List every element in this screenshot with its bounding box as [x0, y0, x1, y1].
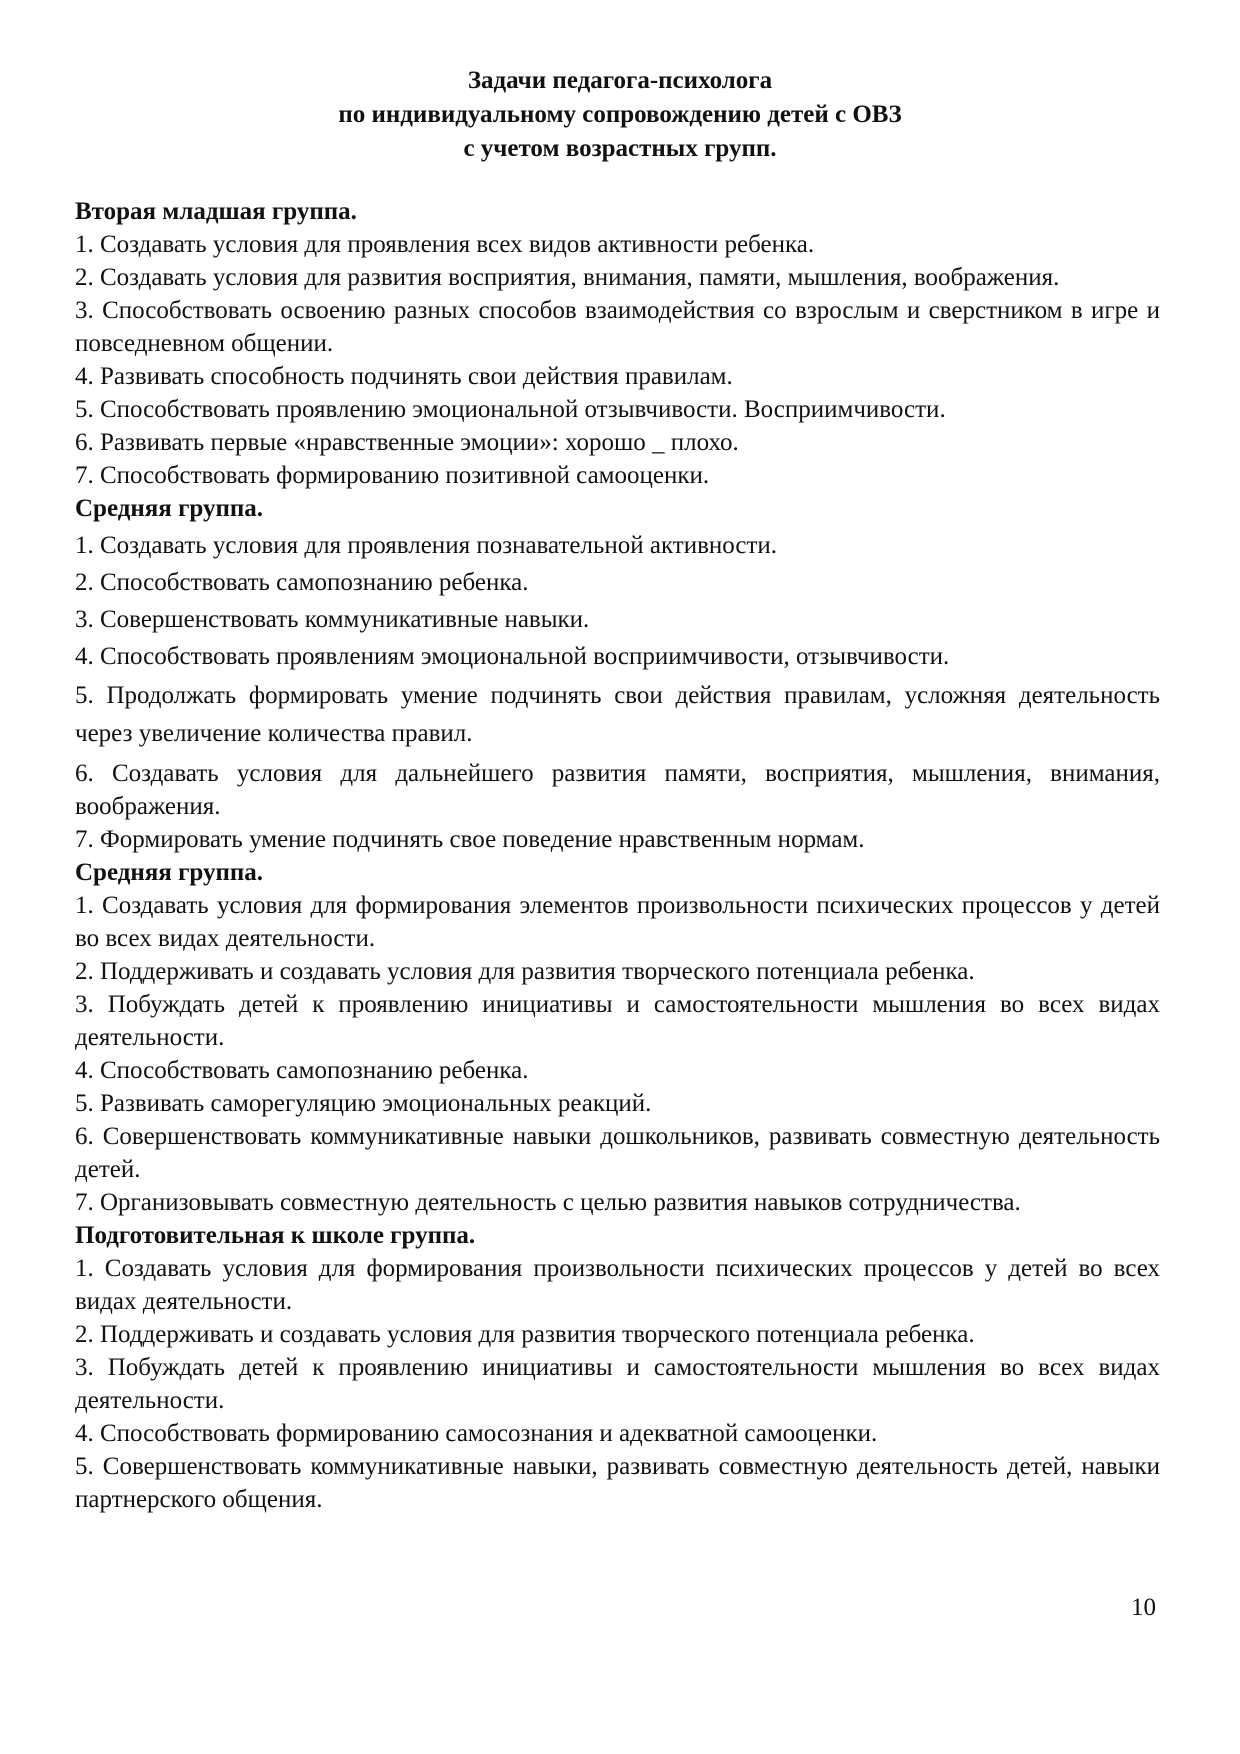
list-item: 3. Побуждать детей к проявлению инициативы и самостоятельности мышления во всех видах деятельности. — [75, 991, 1160, 1051]
title-line-3: с учетом возрастных групп. — [463, 135, 777, 162]
list-item: 5. Развивать саморегуляцию эмоциональных реакций. — [75, 1090, 652, 1117]
section-heading-preparatory: Подготовительная к школе группа. — [75, 1222, 476, 1249]
list-item: 5. Совершенствовать коммуникативные навыки, развивать совместную деятельность детей, навыки партнерского общения. — [75, 1453, 1160, 1513]
list-item: 3. Совершенствовать коммуникативные навыки. — [75, 606, 590, 633]
list-item: 5. Продолжать формировать умение подчинять свои действия правилам, усложняя деятельность через увеличение количества правил. — [75, 682, 1160, 747]
list-item: 5. Способствовать проявлению эмоциональной отзывчивости. Восприимчивости. — [75, 396, 946, 423]
page-title — [0, 64, 1240, 166]
list-item: 2. Поддерживать и создавать условия для развития творческого потенциала ребенка. — [75, 1321, 975, 1348]
list-item: 3. Побуждать детей к проявлению инициативы и самостоятельности мышления во всех видах деятельности. — [75, 1354, 1160, 1414]
list-item: 6. Совершенствовать коммуникативные навыки дошкольников, развивать совместную деятельность детей. — [75, 1123, 1160, 1183]
section-heading-middle: Средняя группа. — [75, 495, 264, 522]
list-item: 3. Способствовать освоению разных способов взаимодействия со взрослым и сверстником в игре и повседневном общении. — [75, 297, 1160, 357]
list-item: 1. Создавать условия для проявления познавательной активности. — [75, 532, 778, 559]
list-item: 4. Способствовать самопознанию ребенка. — [75, 1057, 529, 1084]
list-item: 2. Создавать условия для развития восприятия, внимания, памяти, мышления, воображения. — [75, 264, 1060, 291]
list-item: 6. Создавать условия для дальнейшего развития памяти, восприятия, мышления, внимания, воображения. — [75, 760, 1160, 820]
list-item: 4. Развивать способность подчинять свои действия правилам. — [75, 363, 733, 390]
section-heading-junior: Вторая младшая группа. — [75, 198, 357, 225]
list-item: 1. Создавать условия для проявления всех видов активности ребенка. — [75, 231, 815, 258]
list-item: 4. Способствовать формированию самосознания и адекватной самооценки. — [75, 1420, 878, 1447]
list-item: 6. Развивать первые «нравственные эмоции»: хорошо _ плохо. — [75, 429, 739, 456]
title-line-2: по индивидуальному сопровождению детей с ОВЗ — [338, 101, 902, 128]
list-item: 1. Создавать условия для формирования элементов произвольности психических процессов у детей во всех видах деятельности. — [75, 892, 1160, 952]
list-item: 7. Организовывать совместную деятельность с целью развития навыков сотрудничества. — [75, 1189, 1021, 1216]
section-heading-middle-2: Средняя группа. — [75, 859, 264, 886]
list-item: 2. Способствовать самопознанию ребенка. — [75, 569, 529, 596]
list-item: 2. Поддерживать и создавать условия для развития творческого потенциала ребенка. — [75, 958, 975, 985]
list-item: 4. Способствовать проявлениям эмоциональной восприимчивости, отзывчивости. — [75, 643, 950, 670]
document-body — [75, 195, 1160, 1516]
title-line-1: Задачи педагога-психолога — [467, 67, 773, 94]
list-item: 7. Способствовать формированию позитивной самооценки. — [75, 462, 710, 489]
list-item: 1. Создавать условия для формирования произвольности психических процессов у детей во всех видах деятельности. — [75, 1255, 1160, 1315]
list-item: 7. Формировать умение подчинять свое поведение нравственным нормам. — [75, 826, 865, 853]
page-number: 10 — [1131, 1594, 1156, 1621]
